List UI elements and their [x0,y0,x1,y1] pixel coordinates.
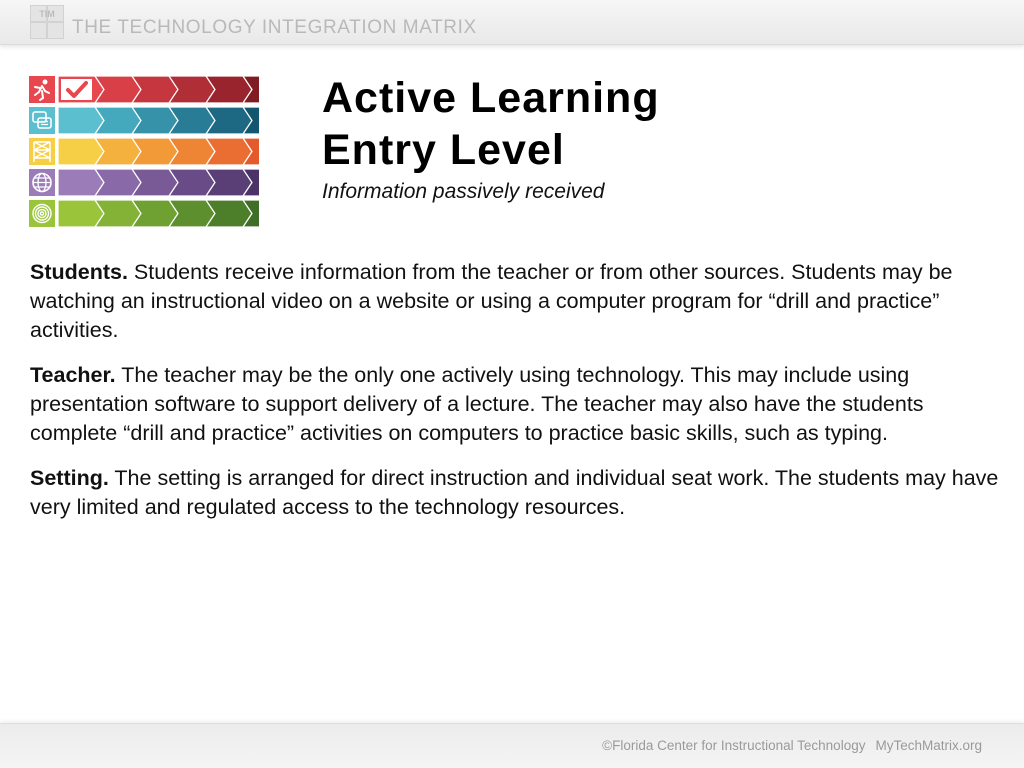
page-title [322,72,660,176]
svg-text:TIM: TIM [39,9,55,19]
teacher-label: Teacher. [30,363,116,387]
teacher-text: The teacher may be the only one actively using technology. This may include using presentation software to support delivery of a lecture. The teacher may also have the students complete “drill and practice” activities on computers to practice basic skills, such as typing. [30,363,924,445]
checkmark-icon [61,79,92,100]
chat-bubbles-icon [29,107,55,134]
students-paragraph [30,258,1005,345]
header-title: THE TECHNOLOGY INTEGRATION MATRIX [72,17,477,38]
setting-text: The setting is arranged for direct instruction and individual seat work. The students may have very limited and regulated access to the technology resources. [30,466,999,519]
setting-label: Setting. [30,466,109,490]
globe-icon [29,169,55,196]
title-line-1: Active Learning [322,74,660,122]
technology-integration-matrix-graphic [29,76,259,231]
target-icon [29,200,55,227]
running-person-icon [29,76,55,103]
footer-copyright: ©Florida Center for Instructional Technology [602,738,866,753]
teacher-paragraph [30,361,1005,448]
setting-paragraph [30,464,1005,522]
page-subtitle: Information passively received [322,180,605,203]
students-label: Students. [30,260,128,284]
footer-credits [602,738,982,753]
students-text: Students receive information from the teacher or from other sources. Students may be watching an instructional video on a website or using a computer program for “drill and practice” activities. [30,260,953,342]
header-bar [0,0,1024,45]
tim-logo-icon [30,5,64,39]
scaffold-icon [29,138,55,165]
description-content [30,258,1005,538]
footer-bar [0,723,1024,768]
title-line-2: Entry Level [322,126,565,174]
footer-website[interactable]: MyTechMatrix.org [875,738,982,753]
